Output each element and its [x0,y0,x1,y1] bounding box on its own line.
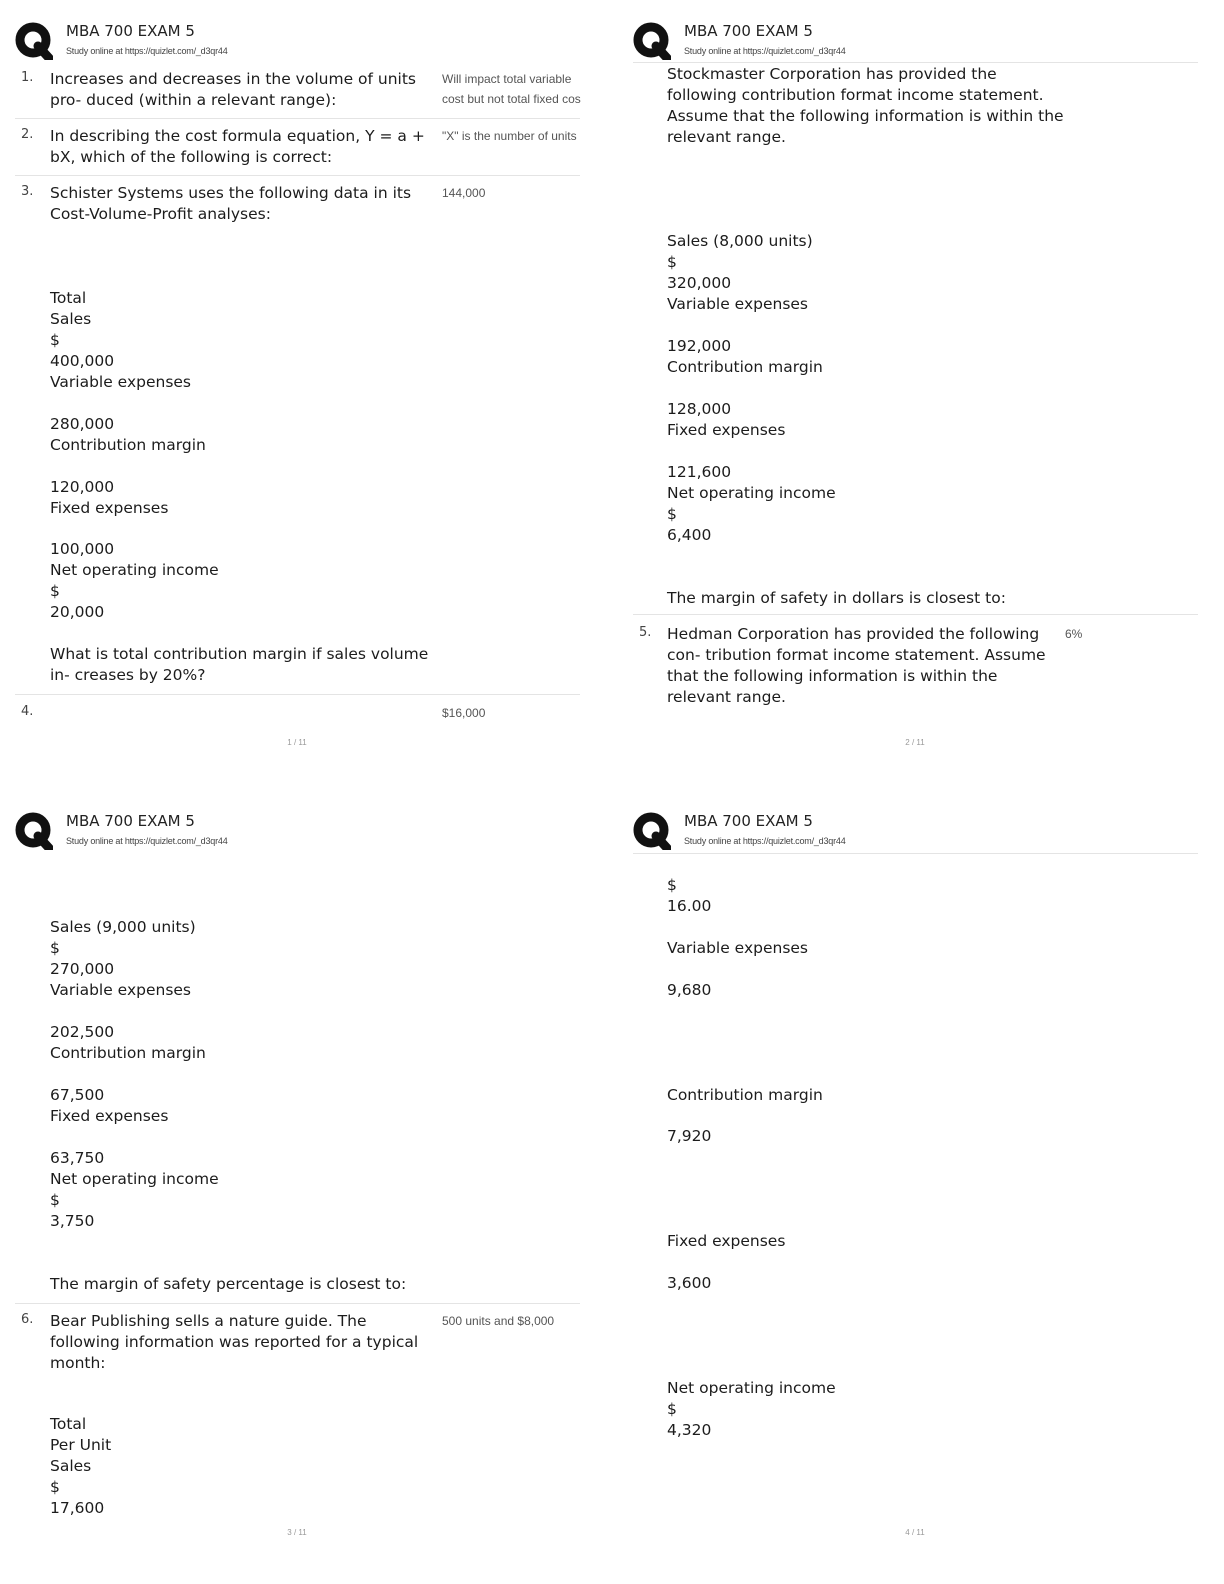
study-link[interactable]: Study online at https://quizlet.com/_d3qr44 [684,46,846,56]
statement-line: 3,750 [50,1212,95,1230]
question-number: 2. [21,127,34,142]
question-text: Hedman Corporation has provided the following con- tribution format income statement. Assume that the following information is within the relevant range. [667,625,1046,706]
question-number: 1. [21,70,34,85]
document-title: MBA 700 EXAM 5 [684,812,813,830]
statement-line: Variable expenses [50,981,192,999]
divider [633,614,1198,615]
statement-line: Contribution margin [50,436,206,454]
statement-line: 128,000 [667,400,732,418]
statement-line: $ [50,1191,60,1209]
statement-line: 9,680 [667,981,712,999]
question-number: 5. [639,625,652,640]
statement-line: 280,000 [50,415,115,433]
page-2 [633,18,1213,788]
question-prompt: What is total contribution margin if sales volume in- creases by 20%? [50,645,429,684]
statement-line: Total [50,289,87,307]
question-prompt: The margin of safety percentage is closest to: [50,1275,407,1293]
document-title: MBA 700 EXAM 5 [684,22,813,40]
statement-line: 7,920 [667,1127,712,1145]
statement-line: Total [50,1415,87,1433]
statement-line: 400,000 [50,352,115,370]
statement-line: 4,320 [667,1421,712,1439]
statement-line: Variable expenses [50,373,192,391]
statement-line: $ [667,876,677,894]
statement-line: $ [50,582,60,600]
question-number: 4. [21,704,34,719]
divider [15,1303,580,1304]
statement-line: Net operating income [50,561,219,579]
statement-line: Per Unit [50,1436,112,1454]
statement-line: 121,600 [667,463,732,481]
statement-line: $ [667,1400,677,1418]
statement-line: $ [50,1478,60,1496]
page-number: 3 / 11 [287,1528,307,1537]
question-prompt: The margin of safety in dollars is closest to: [667,589,1006,607]
statement-line: 202,500 [50,1023,115,1041]
statement-line: Fixed expenses [667,1232,786,1250]
statement-line: 320,000 [667,274,732,292]
statement-line: Contribution margin [667,1086,823,1104]
page-3 [15,808,595,1578]
statement-line: 20,000 [50,603,105,621]
quizlet-logo-icon [633,812,671,850]
statement-line: Contribution margin [667,358,823,376]
statement-line: Fixed expenses [50,1107,169,1125]
question-text: Bear Publishing sells a nature guide. The following information was reported for a typical month: [50,1312,419,1372]
divider [15,175,580,176]
divider [633,853,1198,854]
statement-line: Fixed expenses [667,421,786,439]
statement-line: Sales (8,000 units) [667,232,813,250]
statement-line: Net operating income [667,484,836,502]
question-text: In describing the cost formula equation, Y = a + bX, which of the following is correct: [50,127,425,166]
page-header [15,808,580,852]
statement-line: Net operating income [50,1170,219,1188]
statement-line: Variable expenses [667,295,809,313]
statement-line: 17,600 [50,1499,105,1517]
quizlet-logo-icon [633,22,671,60]
divider [15,118,580,119]
statement-line: Variable expenses [667,939,809,957]
page-header [633,808,1198,852]
page-4 [633,808,1213,1578]
statement-line: Net operating income [667,1379,836,1397]
page-number: 4 / 11 [905,1528,925,1537]
statement-line: 67,500 [50,1086,105,1104]
answer-text: 500 units and $8,000 [442,1314,555,1328]
document-title: MBA 700 EXAM 5 [66,22,195,40]
statement-line: 63,750 [50,1149,105,1167]
statement-line: Sales [50,310,92,328]
statement-line: $ [667,505,677,523]
divider [15,694,580,695]
statement-line: 120,000 [50,478,115,496]
question-number: 3. [21,184,34,199]
statement-line: Contribution margin [50,1044,206,1062]
question-text: Schister Systems uses the following data in its Cost-Volume-Profit analyses: [50,184,412,223]
quizlet-logo-icon [15,812,53,850]
page-1 [15,18,595,788]
statement-line: Fixed expenses [50,499,169,517]
statement-line: 16.00 [667,897,712,915]
quizlet-logo-icon [15,22,53,60]
answer-text: 144,000 [442,186,486,200]
statement-line: 100,000 [50,540,115,558]
statement-line: 270,000 [50,960,115,978]
statement-line: Sales (9,000 units) [50,918,196,936]
question-continuation: Stockmaster Corporation has provided the following contribution format income statement. Assume that the following information is within the relevant range. [667,65,1064,146]
page-number: 2 / 11 [905,738,925,747]
answer-text: 6% [1065,627,1083,641]
answer-text: $16,000 [442,706,486,720]
page-header [15,18,580,62]
statement-line: $ [50,939,60,957]
statement-line: 6,400 [667,526,712,544]
statement-line: 3,600 [667,1274,712,1292]
question-number: 6. [21,1312,34,1327]
page-number: 1 / 11 [287,738,307,747]
answer-text: "X" is the number of units [442,129,577,143]
statement-line: $ [667,253,677,271]
statement-line: $ [50,331,60,349]
study-link[interactable]: Study online at https://quizlet.com/_d3qr44 [66,46,228,56]
page-header [633,18,1198,62]
study-link[interactable]: Study online at https://quizlet.com/_d3qr44 [684,836,846,846]
divider [633,62,1198,63]
study-link[interactable]: Study online at https://quizlet.com/_d3qr44 [66,836,228,846]
statement-line: Sales [50,1457,92,1475]
answer-text: Will impact total variable cost but not total fixed cos [442,72,581,106]
statement-line: 192,000 [667,337,732,355]
document-title: MBA 700 EXAM 5 [66,812,195,830]
question-text: Increases and decreases in the volume of units pro- duced (within a relevant range): [50,70,417,109]
